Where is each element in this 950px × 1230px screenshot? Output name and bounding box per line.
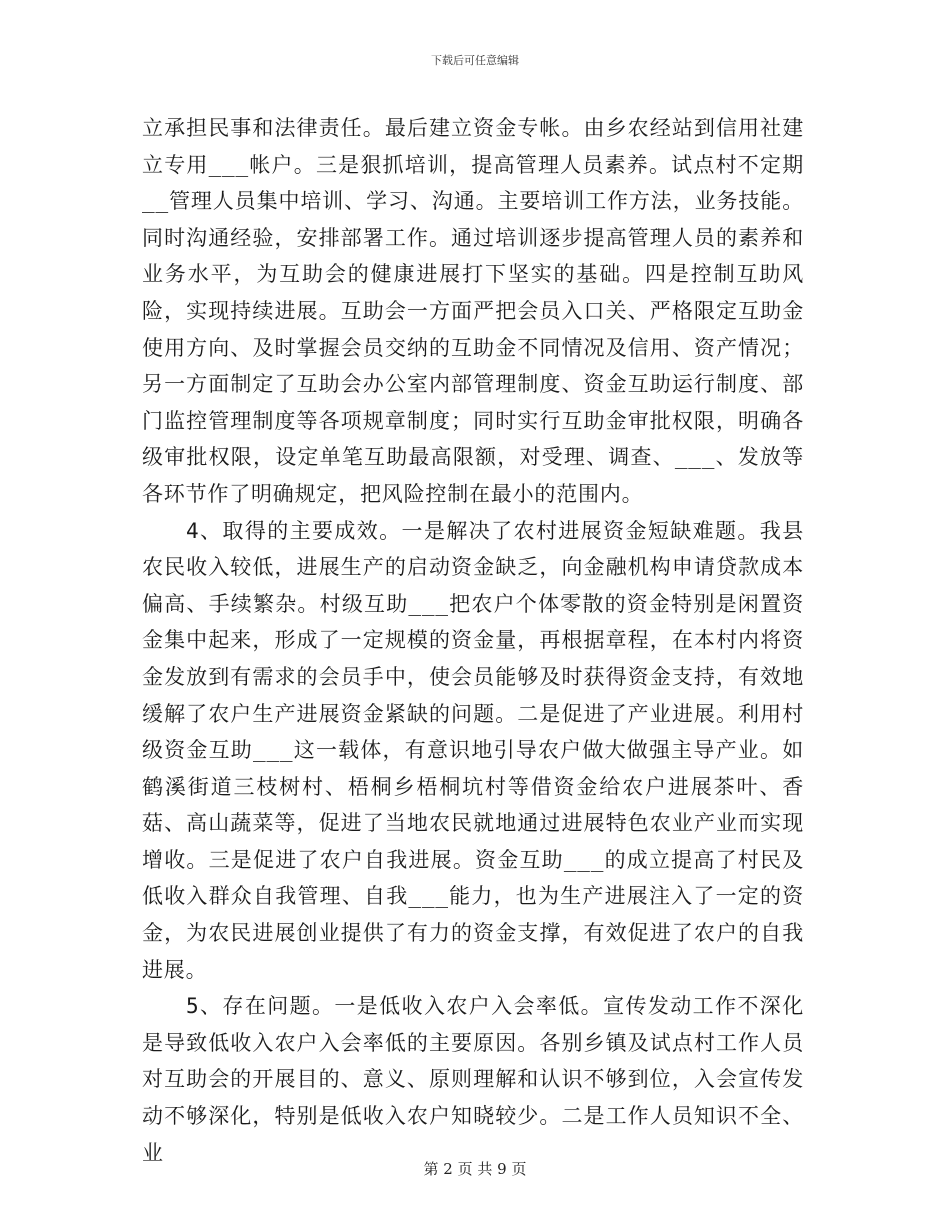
paragraph-1: 立承担民事和法律责任。最后建立资金专帐。由乡农经站到信用社建立专用___帐户。三是狠抓培训，提高管理人员素养。试点村不定期__管理人员集中培训、学习、沟通。主要培训工作方法，业务技能。同时沟通经验，安排部署工作。通过培训逐步提高管理人员的素养和业务水平，为互助会的健康进展打下坚实的基础。四是控制互助风险，实现持续进展。互助会一方面严把会员入口关、严格限定互助金使用方向、及时掌握会员交纳的互助金不同情况及信用、资产情况；另一方面制定了互助会办公室内部管理制度、资金互助运行制度、部门监控管理制度等各项规章制度；同时实行互助金审批权限，明确各级审批权限，设定单笔互助最高限额，对受理、调查、___、发放等各环节作了明确规定，把风险控制在最小的范围内。	[142, 116, 804, 506]
paragraph-3: 5、存在问题。一是低收入农户入会率低。宣传发动工作不深化是导致低收入农户入会率低的主要原因。各别乡镇及试点村工作人员对互助会的开展目的、意义、原则理解和认识不够到位，入会宣传发动不够深化，特别是低收入农户知晓较少。二是工作人员知识不全、业	[142, 994, 804, 1165]
paragraph-2: 4、取得的主要成效。一是解决了农村进展资金短缺难题。我县农民收入较低，进展生产的启动资金缺乏，向金融机构申请贷款成本偏高、手续繁杂。村级互助___把农户个体零散的资金特别是闲置资金集中起来，形成了一定规模的资金量，再根据章程，在本村内将资金发放到有需求的会员手中，使会员能够及时获得资金支持，有效地缓解了农户生产进展资金紧缺的问题。二是促进了产业进展。利用村级资金互助___这一载体，有意识地引导农户做大做强主导产业。如鹤溪街道三枝树村、梧桐乡梧桐坑村等借资金给农户进展茶叶、香菇、高山蔬菜等，促进了当地农民就地通过进展特色农业产业而实现增收。三是促进了农户自我进展。资金互助___的成立提高了村民及低收入群众自我管理、自我___能力，也为生产进展注入了一定的资金，为农民进展创业提供了有力的资金支撑，有效促进了农户的自我进展。	[142, 518, 804, 982]
document-body	[142, 110, 804, 1171]
page-header: 下载后可任意编辑	[431, 54, 519, 67]
page-number: 第 2 页 共 9 页	[423, 1160, 527, 1178]
